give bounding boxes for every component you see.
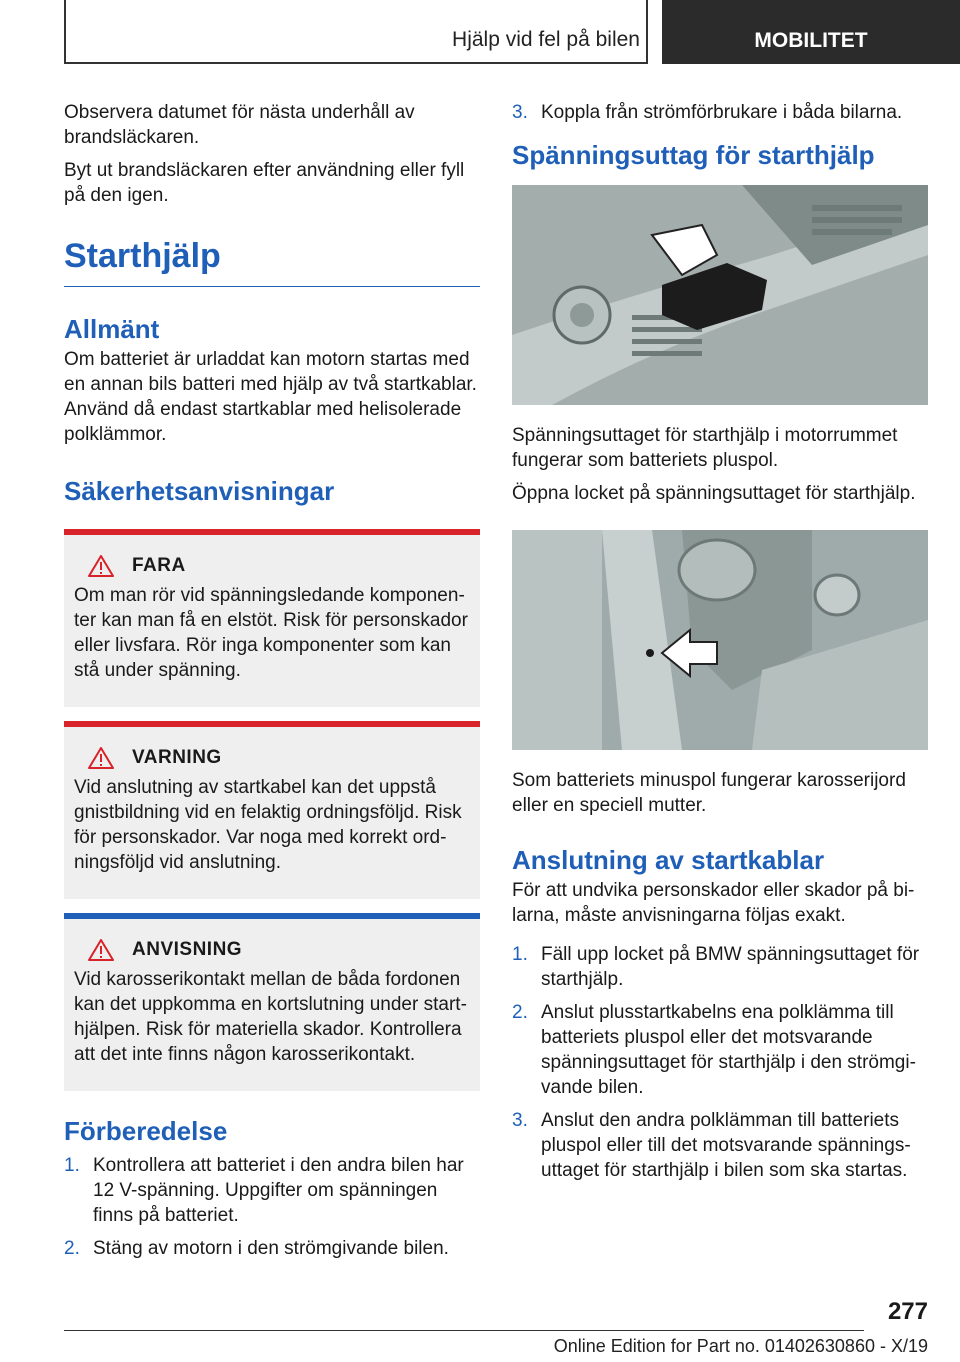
list-item-text: Stäng av motorn i den strömgivande bilen. (93, 1238, 449, 1259)
jump-start-socket-image (512, 185, 928, 405)
header-section-title: Hjälp vid fel på bilen (452, 28, 640, 51)
socket-paragraph-2: Öppna locket på spänningsuttaget för starthjälp. (512, 483, 916, 504)
heading-starthjalp: Starthjälp (64, 236, 480, 287)
notice-warning-title: VARNING (132, 747, 222, 768)
warning-triangle-icon (88, 555, 114, 577)
warning-triangle-icon (88, 747, 114, 769)
list-item-number: 1. (64, 1155, 80, 1176)
notice-warning (64, 721, 480, 899)
footer-divider (64, 1330, 864, 1331)
heading-connect: Anslutning av startkablar (512, 845, 825, 875)
list-item (64, 1153, 480, 1228)
list-item-text: Fäll upp locket på BMW spänningsuttaget för starthjälp. (541, 944, 920, 990)
list-item-text: Kontrollera att batteriet i den andra bilen har 12 V-spänning. Uppgifter om spänningen finns på batteriet. (93, 1155, 464, 1226)
heading-general: Allmänt (64, 314, 160, 344)
footer-edition: Online Edition for Part no. 01402630860 - X/19 (553, 1336, 928, 1356)
notice-note-title: ANVISNING (132, 939, 243, 960)
list-item-text: Anslut plusstartkabelns ena polklämma till batteriets pluspol eller det motsvarande spänningsuttaget för starthjälp i den strömgivande bilen. (541, 1002, 916, 1098)
list-item (512, 100, 928, 125)
connect-steps-list (512, 942, 928, 1183)
notice-warning-text: Vid anslutning av startkabel kan det uppstå gnistbildning vid en felaktig ordningsföljd. Risk för personskador. Var noga med korrekt ordningsföljd vid anslutning. (74, 777, 462, 873)
list-item-number: 3. (512, 1110, 528, 1131)
page-number: 277 (887, 1298, 928, 1325)
ground-point-image (512, 530, 928, 750)
notice-danger-text: Om man rör vid spänningsledande komponenter kan man få en elstöt. Risk för personskador eller livsfara. Rör inga komponenter som kan stå under spänning. (74, 585, 468, 681)
list-item (64, 1236, 480, 1261)
list-item-number: 2. (512, 1002, 528, 1023)
general-text: Om batteriet är urladdat kan motorn startas med en annan bils batteri med hjälp av två startkablar. Använd då endast startkablar med helisolerade polklämmor. (64, 349, 477, 445)
list-item-number: 1. (512, 944, 528, 965)
notice-note-text: Vid karosserikontakt mellan de båda fordonen kan det uppkomma en kortslutning under starthjälpen. Risk för materiella skador. Kontrollera att det inte finns någon karosserikontakt. (74, 969, 467, 1065)
note-triangle-icon (88, 939, 114, 961)
notice-danger-title: FARA (132, 555, 186, 576)
heading-preparation: Förberedelse (64, 1116, 228, 1146)
list-item-number: 3. (512, 102, 528, 123)
socket-paragraph-1: Spänningsuttaget för starthjälp i motorrummet fungerar som batteriets pluspol. (512, 425, 898, 471)
ground-paragraph: Som batteriets minuspol fungerar karosserijord eller en speciell mutter. (512, 770, 906, 816)
header-chapter-tab: MOBILITET (662, 0, 960, 64)
connect-intro: För att undvika personskador eller skador på bilarna, måste anvisningarna följas exakt. (512, 880, 915, 926)
notice-danger (64, 529, 480, 707)
intro-paragraph-2: Byt ut brandsläckaren efter användning eller fyll på den igen. (64, 160, 465, 206)
list-item-text: Koppla från strömförbrukare i båda bilarna. (541, 102, 903, 123)
list-item (512, 1000, 928, 1100)
notice-note (64, 913, 480, 1091)
preparation-list-continued (512, 100, 928, 125)
list-item (512, 1108, 928, 1183)
preparation-list (64, 1153, 480, 1261)
intro-paragraph-1: Observera datumet för nästa underhåll av brandsläckaren. (64, 102, 415, 148)
heading-socket: Spänningsuttag för starthjälp (512, 140, 875, 170)
list-item-text: Anslut den andra polklämman till batteriets pluspol eller till det motsvarande spänningsuttaget för starthjälp i bilen som ska startas. (541, 1110, 911, 1181)
list-item-number: 2. (64, 1238, 80, 1259)
heading-safety: Säkerhetsanvisningar (64, 476, 335, 506)
list-item (512, 942, 928, 992)
left-column (64, 100, 480, 1269)
right-column (512, 100, 928, 1191)
